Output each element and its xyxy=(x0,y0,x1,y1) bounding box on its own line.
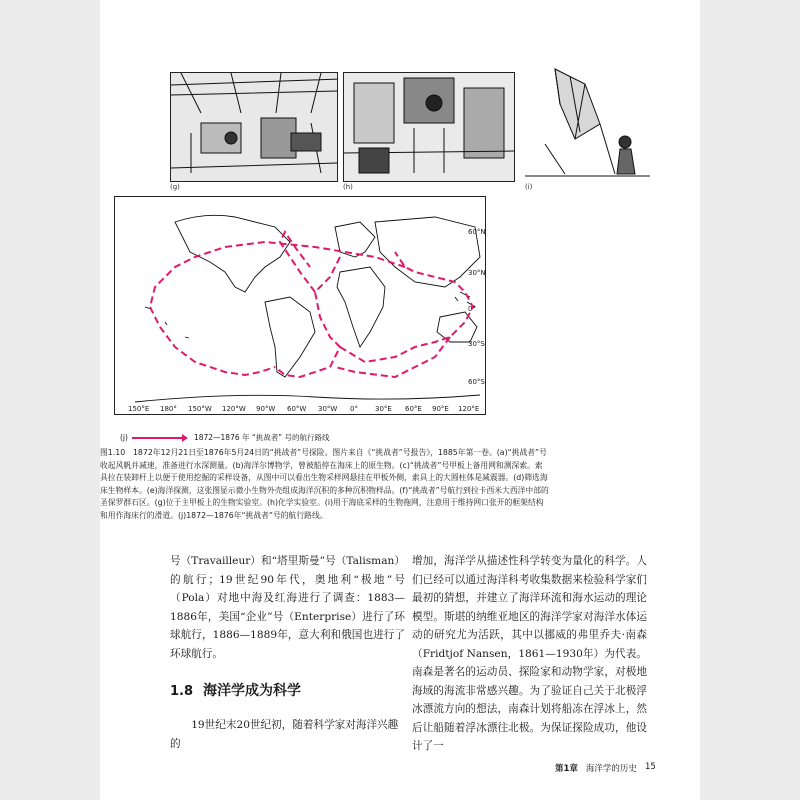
figure-caption: 图1.10 1872年12月21日至1876年5月24日的“挑战者”号探险。图片来自《“挑战者”号报告》，1885年第一卷。(a)“挑战者”号收起风帆并减速，准备进行水深测量。(b)海洋尔博物学，曾被船停在海床上的原生物。(c)“挑战者”号甲板上备用网和测深索。索具拉在装卸杆上以便于使用挖掘的采样设备，从图中可以看出生物采样网悬挂在甲板外侧，索具上的大圆柱体是减震器。(d)筛选海床生物样本。(e)海洋探测，这张图显示微小生物外壳组成海洋沉积的多种沉积物样品。(f)“挑战者”号航行到拉卡西米大西洋中部的圣保罗群石区。(g)位于主甲板上的生物实验室。(h)化学实验室。(i)用于海底采样的生物拖网，注意用于维持网口张开的框架结构和用作海床行的滑道。(j)1872—1876年“挑战者”号的航行路线。 xyxy=(100,448,549,520)
lab-illustration-g xyxy=(170,72,338,182)
photo-label-g: (g) xyxy=(170,183,180,191)
map-legend xyxy=(120,432,330,443)
lon-label: 90°E xyxy=(432,405,449,413)
lon-label: 150°E xyxy=(128,405,150,413)
legend-label: (j) xyxy=(120,433,128,442)
lon-label: 120°W xyxy=(222,405,246,413)
trawl-illustration-i xyxy=(525,64,650,182)
photo-label-i: (i) xyxy=(525,183,533,191)
photo-label-h: (h) xyxy=(343,183,353,191)
page-footer xyxy=(555,762,656,774)
lon-label: 150°W xyxy=(188,405,212,413)
body-right-column: 增加，海洋学从描述性科学转变为量化的科学。人们已经可以通过海洋科考收集数据来检验科学家们最初的猜想，并建立了海洋环流和海水运动的理论模型。斯堪的纳维亚地区的海洋学家对海洋水体运动的研究尤为活跃，其中以挪威的弗里乔夫·南森（Fridtjof Nansen，1861—1930年）为代表。南森是著名的运动员、探险家和动物学家，对极地海域的海流非常感兴趣。为了验证自己关于北极浮冰漂流方向的想法，南森计划将船冻在浮冰上，然后让船随着浮冰漂往北极。为保证探险成功，他设计了一 xyxy=(412,555,647,752)
lon-label: 180° xyxy=(160,405,177,413)
challenger-route-map xyxy=(114,196,486,415)
body-left-column: 号（Travailleur）和“塔里斯曼”号（Talisman）的航行；19世纪90年代，奥地利“极地”号（Pola）对地中海及红海进行了调查：1883—1886年，美国“企业”号（Enterprise）进行了环球航行，1886—1889年，意大利和俄国也进行了环球航行。 xyxy=(170,555,405,660)
footer-chapter: 第1章 xyxy=(555,764,578,774)
lon-label: 60°E xyxy=(405,405,422,413)
lon-label: 30°E xyxy=(375,405,392,413)
lon-label: 120°E xyxy=(458,405,480,413)
lat-label: 60°N xyxy=(468,228,486,236)
legend-route-swatch xyxy=(132,437,184,439)
page-number: 15 xyxy=(644,762,656,772)
lon-label: 90°W xyxy=(256,405,276,413)
lat-label: 30°S xyxy=(468,340,485,348)
section-title: 海洋学成为科学 xyxy=(203,683,302,699)
section-heading xyxy=(170,680,301,700)
lat-label: 0° xyxy=(468,305,476,313)
lon-label: 0° xyxy=(350,405,358,413)
lon-label: 30°W xyxy=(318,405,338,413)
legend-text: 1872—1876 年 “挑战者” 号的航行路线 xyxy=(193,433,330,442)
lat-label: 30°N xyxy=(468,269,486,277)
section-number: 1.8 xyxy=(170,684,194,699)
lab-illustration-h xyxy=(343,72,515,182)
footer-title: 海洋学的历史 xyxy=(585,764,637,774)
lat-label: 60°S xyxy=(468,378,485,386)
lon-label: 60°W xyxy=(287,405,307,413)
section-paragraph: 19世纪末20世纪初，随着科学家对海洋兴趣的 xyxy=(170,719,399,750)
